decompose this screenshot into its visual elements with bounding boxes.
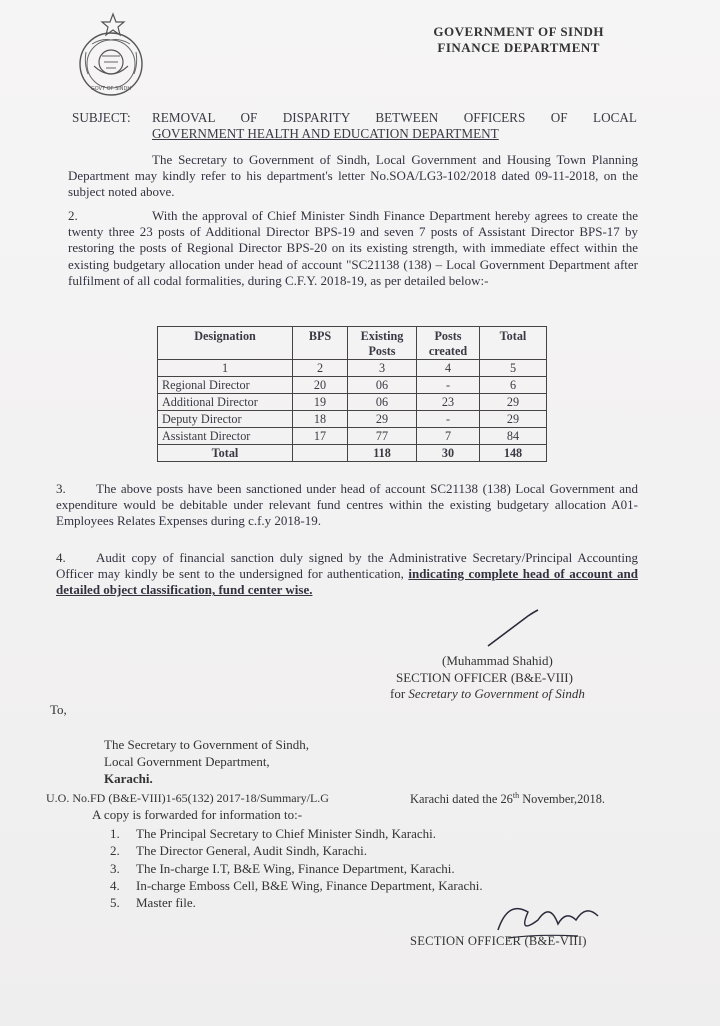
svg-text:GOVT OF SINDH: GOVT OF SINDH <box>90 86 132 92</box>
table-cell: Regional Director <box>158 377 293 394</box>
table-header-designation: Designation <box>158 327 293 360</box>
table-cell: Assistant Director <box>158 428 293 445</box>
copy-intro: A copy is forwarded for information to:- <box>92 807 303 822</box>
table-cell <box>293 445 348 462</box>
table-cell: 18 <box>293 411 348 428</box>
table-cell: Total <box>158 445 293 462</box>
table-cell: 06 <box>348 377 417 394</box>
list-item-number: 4. <box>110 877 120 893</box>
addressee-line-1: The Secretary to Government of Sindh, <box>104 737 310 752</box>
table-cell: 29 <box>480 394 547 411</box>
paragraph-3: The above posts have been sanctioned under head of account SC21138 (138) Local Government and expenditure would be debitable under relevant fund centres within the existing budgetary allocation A01-Employees Relates Expenses during c.f.y 2018-19. <box>56 481 638 529</box>
list-item-number: 1. <box>110 826 120 841</box>
list-item <box>110 860 483 877</box>
list-item-text: The Director General, Audit Sindh, Karachi. <box>136 843 368 859</box>
table-cell: 6 <box>480 377 547 394</box>
subject-block <box>72 110 637 142</box>
table-total-row <box>158 445 547 462</box>
letterhead-government: GOVERNMENT OF SINDH <box>433 24 604 39</box>
letterhead <box>433 24 604 56</box>
subject-line-2: GOVERNMENT HEALTH AND EDUCATION DEPARTMENT <box>152 126 499 141</box>
table-cell: 17 <box>293 428 348 445</box>
list-item-text: The In-charge I.T, B&E Wing, Finance Department, Karachi. <box>136 860 455 876</box>
table-header-total: Total <box>480 327 547 360</box>
list-item-number: 2. <box>110 843 120 859</box>
table-cell: 30 <box>417 445 480 462</box>
table-cell: 84 <box>480 428 547 445</box>
list-item-number: 3. <box>110 860 120 876</box>
list-item <box>110 894 483 911</box>
table-cell: 20 <box>293 377 348 394</box>
table-cell: 3 <box>348 360 417 377</box>
letterhead-department: FINANCE DEPARTMENT <box>437 40 600 55</box>
dated-prefix: Karachi dated the 26 <box>410 792 513 807</box>
signatory-title: SECTION OFFICER (B&E-VIII) <box>396 669 573 685</box>
table-cell: 77 <box>348 428 417 445</box>
table-header-bps: BPS <box>293 327 348 360</box>
paragraph-4 <box>56 550 638 599</box>
list-item-text: In-charge Emboss Cell, B&E Wing, Finance Department, Karachi. <box>136 877 483 893</box>
paragraph-1: The Secretary to Government of Sindh, Local Government and Housing Town Planning Department may kindly refer to his department's letter No.SOA/LG3-102/2018 dated 09-11-2018, on the subject noted above. <box>68 152 638 200</box>
table-row <box>158 394 547 411</box>
table-cell: 118 <box>348 445 417 462</box>
list-item-text: The Principal Secretary to Chief Minister Sindh, Karachi. <box>136 826 437 841</box>
table-cell: 7 <box>417 428 480 445</box>
table-cell: - <box>417 411 480 428</box>
copy-list <box>110 825 483 911</box>
table-header-posts-created: Posts created <box>417 327 480 360</box>
table-cell: 29 <box>348 411 417 428</box>
uo-number: U.O. No.FD (B&E-VIII)1-65(132) 2017-18/Summary/L.G <box>46 791 329 805</box>
subject-line-1: REMOVAL OF DISPARITY BETWEEN OFFICERS OF LOCAL <box>152 110 637 125</box>
addressee-line-3: Karachi. <box>104 771 153 786</box>
table-cell: 29 <box>480 411 547 428</box>
sindh-government-seal-icon <box>72 12 150 98</box>
paragraph-2-number: 2. <box>68 208 78 223</box>
list-item <box>110 842 483 859</box>
dated-line <box>410 791 605 807</box>
table-cell: 2 <box>293 360 348 377</box>
table-cell: 148 <box>480 445 547 462</box>
list-item <box>110 877 483 894</box>
table-row <box>158 411 547 428</box>
signature-block <box>390 653 585 703</box>
footer-section-officer: SECTION OFFICER (B&E-VIII) <box>410 934 587 948</box>
posts-table <box>157 326 547 462</box>
table-cell: 19 <box>293 394 348 411</box>
paragraph-4-underlined-text: indicating complete head of account and detailed object classification, fund center wise. <box>56 566 638 598</box>
table-cell: - <box>417 377 480 394</box>
table-cell: Deputy Director <box>158 411 293 428</box>
dated-sup: th <box>512 791 520 800</box>
table-cell: 4 <box>417 360 480 377</box>
table-cell: 1 <box>158 360 293 377</box>
list-item <box>110 825 483 842</box>
signatory-for-prefix: for <box>390 686 406 701</box>
dated-suffix: November,2018. <box>519 792 605 807</box>
paragraph-3-number: 3. <box>56 481 66 496</box>
to-label: To, <box>50 702 67 717</box>
table-cell: 23 <box>417 394 480 411</box>
list-item-number: 5. <box>110 895 120 911</box>
paragraph-4-text: Audit copy of financial sanction duly signed by the Administrative Secretary/Principal Accounting Officer may kindly be sent to the undersigned for authentication, <box>56 550 638 582</box>
signature-mark <box>482 608 562 650</box>
signatory-for-text: Secretary to Government of Sindh <box>408 686 585 701</box>
table-cell: 06 <box>348 394 417 411</box>
signatory-for <box>390 686 585 703</box>
table-row <box>158 428 547 445</box>
paragraph-2: With the approval of Chief Minister Sindh Finance Department hereby agrees to create the twenty three 23 posts of Additional Director BPS-19 and seven 7 posts of Assistant Director BPS-17 by restoring the posts of Regional Director BPS-20 on its existing strength, with immediate effect within the existing budgetary allocation under head of account "SC21138 (138) – Local Government Department after fulfilment of all codal formalities, during C.F.Y. 2018-19, as per detailed below:- <box>68 208 638 288</box>
addressee-block <box>104 736 309 787</box>
signatory-name: (Muhammad Shahid) <box>442 653 553 668</box>
list-item-text: Master file. <box>136 895 196 911</box>
paragraph-4-number: 4. <box>56 550 66 565</box>
table-index-row <box>158 360 547 377</box>
table-row <box>158 377 547 394</box>
subject-label: SUBJECT: <box>72 110 131 125</box>
table-header-row <box>158 327 547 360</box>
addressee-line-2: Local Government Department, <box>104 754 270 769</box>
table-header-existing-posts: Existing Posts <box>348 327 417 360</box>
table-cell: 5 <box>480 360 547 377</box>
table-cell: Additional Director <box>158 394 293 411</box>
